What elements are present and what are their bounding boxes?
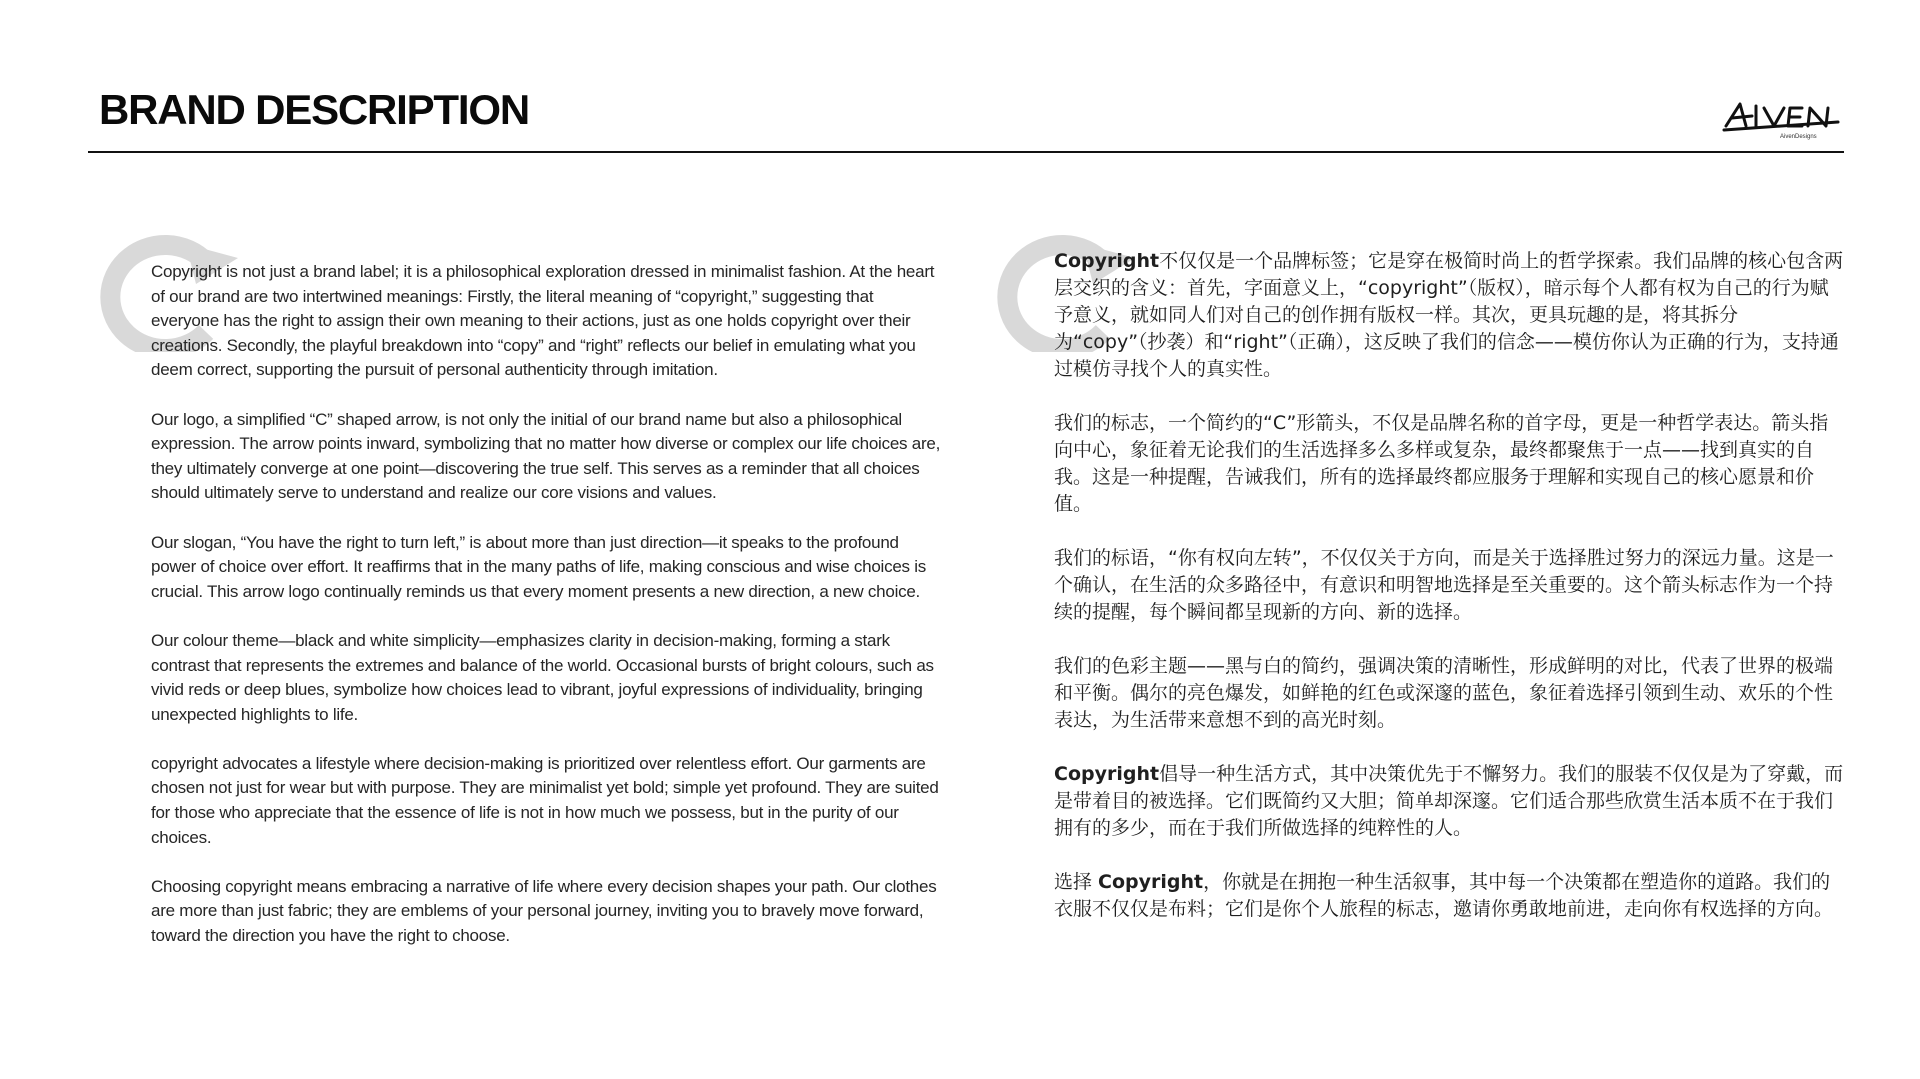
zh-brand-name: Copyright	[1054, 763, 1160, 785]
zh-paragraph-intro	[1054, 248, 1844, 383]
zh-brand-name: Copyright	[1098, 871, 1204, 893]
zh-paragraph-closing	[1054, 869, 1844, 923]
logo-subtext: AivenDesigns	[1780, 134, 1817, 140]
page-title: BRAND DESCRIPTION	[99, 86, 529, 133]
zh-closing-text: ，你就是在拥抱一种生活叙事，其中每一个决策都在塑造你的道路。我们的衣服不仅仅是布料；它们是你个人旅程的标志，邀请你勇敢地前进，走向你有权选择的方向。	[1054, 871, 1834, 920]
zh-intro-text: 不仅仅是一个品牌标签；它是穿在极简时尚上的哲学探索。我们品牌的核心包含两层交织的含义：首先，字面意义上，“copyright”（版权），暗示每个人都有权为自己的行为赋予意义，就如同人们对自己的创作拥有版权一样。其次，更具玩趣的是，将其拆分为“copy”（抄袭）和“right”（正确），这反映了我们的信念——模仿你认为正确的行为，支持通过模仿寻找个人的真实性。	[1054, 250, 1844, 380]
en-paragraph-intro: Copyright is not just a brand label; it is a philosophical exploration dressed in minimalist fashion. At the heart of our brand are two intertwined meanings: Firstly, the literal meaning of “copyright,” suggesting that everyone has the right to assign their own meaning to their actions, just as one holds copyright over their creations. Secondly, the playful breakdown into “copy” and “right” reflects our belief in emulating what you deem correct, supporting the pursuit of personal authenticity through imitation.	[151, 262, 935, 380]
zh-brand-name: Copyright	[1054, 250, 1160, 272]
zh-closing-prefix: 选择	[1054, 871, 1099, 893]
chinese-description	[1054, 248, 1844, 950]
en-paragraph-logo: Our logo, a simplified “C” shaped arrow, is not only the initial of our brand name but also a philosophical expression. The arrow points inward, symbolizing that no matter how diverse or complex our life choices are, they ultimately converge at one point—discovering the true self. This serves as a reminder that all choices should ultimately serve to understand and realize our core visions and values.	[151, 409, 941, 503]
en-paragraph-closing: Choosing copyright means embracing a narrative of life where every decision shapes your path. Our clothes are more than just fabric; they are emblems of your personal journey, inviting you to bravely move forward, toward the direction you have the right to choose.	[151, 876, 937, 946]
english-description	[151, 260, 941, 973]
zh-paragraph-logo: 我们的标志，一个简约的“C”形箭头，不仅是品牌名称的首字母，更是一种哲学表达。箭头指向中心，象征着无论我们的生活选择多么多样或复杂，最终都聚焦于一点——找到真实的自我。这是一种提醒，告诫我们，所有的选择最终都应服务于理解和实现自己的核心愿景和价值。	[1054, 412, 1829, 515]
zh-lifestyle-text: 倡导一种生活方式，其中决策优先于不懈努力。我们的服装不仅仅是为了穿戴，而是带着目的被选择。它们既简约又大胆；简单却深邃。它们适合那些欣赏生活本质不在于我们拥有的多少，而在于我们所做选择的纯粹性的人。	[1054, 763, 1844, 839]
header-divider	[88, 151, 1844, 153]
zh-paragraph-colour: 我们的色彩主题——黑与白的简约，强调决策的清晰性，形成鲜明的对比，代表了世界的极端和平衡。偶尔的亮色爆发，如鲜艳的红色或深邃的蓝色，象征着选择引领到生动、欢乐的个性表达，为生活带来意想不到的高光时刻。	[1054, 655, 1834, 731]
en-paragraph-slogan: Our slogan, “You have the right to turn left,” is about more than just direction—it speaks to the profound power of choice over effort. It reaffirms that in the many paths of life, making conscious and wise choices is crucial. This arrow logo continually reminds us that every moment presents a new direction, a new choice.	[151, 532, 927, 601]
zh-paragraph-slogan: 我们的标语，“你有权向左转”，不仅仅关于方向，而是关于选择胜过努力的深远力量。这是一个确认，在生活的众多路径中，有意识和明智地选择是至关重要的。这个箭头标志作为一个持续的提醒，每个瞬间都呈现新的方向、新的选择。	[1054, 547, 1834, 623]
en-paragraph-lifestyle: copyright advocates a lifestyle where decision-making is prioritized over relentless effort. Our garments are chosen not just for wear but with purpose. They are minimalist yet bold; simple yet profound. They are suited for those who appreciate that the essence of life is not in how much we possess, but in the purity of our choices.	[151, 753, 939, 847]
zh-paragraph-lifestyle	[1054, 761, 1844, 842]
brand-logo	[1722, 96, 1842, 140]
en-paragraph-colour: Our colour theme—black and white simplicity—emphasizes clarity in decision-making, forming a stark contrast that represents the extremes and balance of the world. Occasional bursts of bright colours, such as vivid reds or deep blues, symbolize how choices lead to vibrant, joyful expressions of individuality, bringing unexpected highlights to life.	[151, 630, 934, 724]
